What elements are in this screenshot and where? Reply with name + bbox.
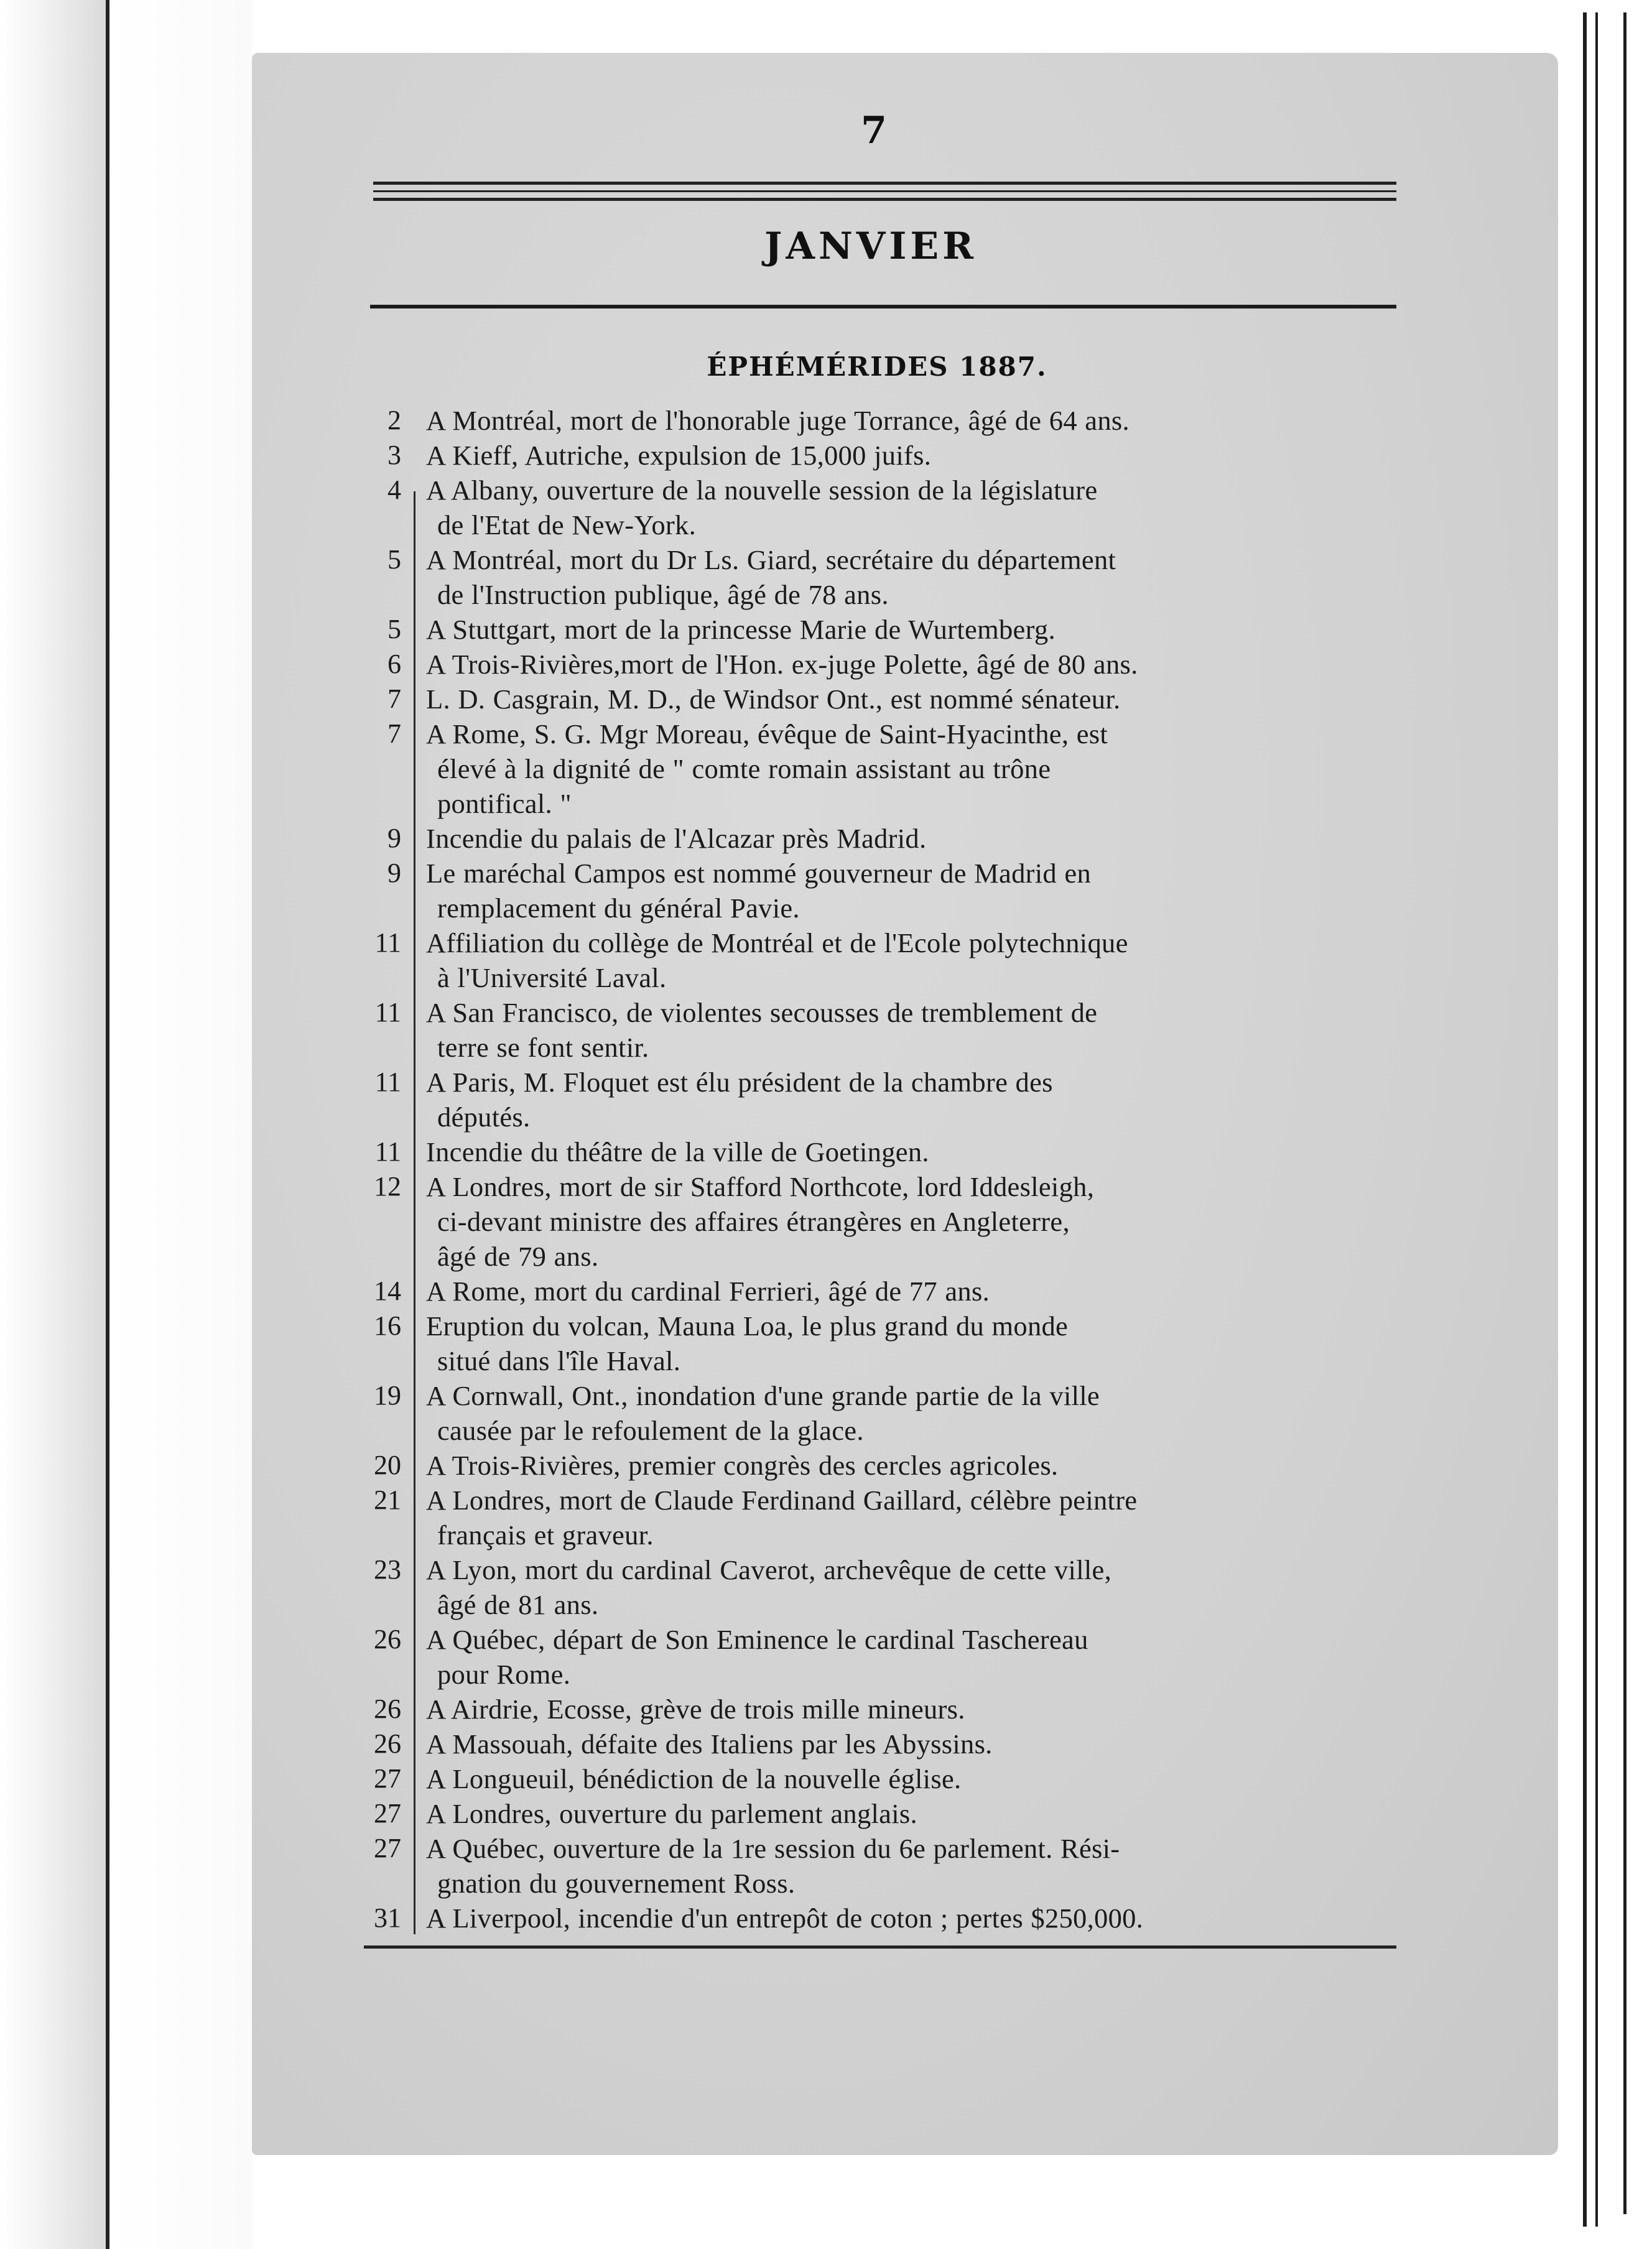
entry-day: 7 [387,718,401,749]
list-item [358,1796,1409,1831]
entry-day: 27 [374,1833,401,1863]
list-item [358,856,1409,925]
page-edge-line [1623,12,1626,2214]
entry-day: 2 [387,405,401,435]
entry-day: 6 [387,649,401,679]
page-edge-line [1595,12,1598,2227]
entry-day: 9 [387,858,401,888]
entry-line: A Longueuil, bénédiction de la nouvelle église. [426,1763,962,1794]
entry-line: A Trois-Rivières, premier congrès des cercles agricoles. [426,1450,1059,1481]
list-item [358,1831,1409,1901]
entry-day: 16 [374,1310,401,1341]
list-item [358,1309,1409,1378]
list-item [358,473,1409,542]
entry-text [426,473,1409,542]
title-rule [370,305,1396,308]
page-edge-line [1583,12,1587,2227]
list-item [358,647,1409,682]
entry-text [426,1901,1409,1936]
entry-text [426,1134,1409,1169]
entry-text [426,1727,1409,1761]
entry-line: gnation du gouvernement Ross. [437,1868,796,1899]
entry-line: A Albany, ouverture de la nouvelle session de la législature [426,475,1098,506]
page-number: 7 [861,109,887,152]
left-page-edge [0,0,109,2249]
entry-line: terre se font sentir. [437,1032,649,1063]
entry-day: 14 [374,1276,401,1306]
entry-text [426,1831,1409,1901]
entry-line: A Airdrie, Ecosse, grève de trois mille mineurs. [426,1694,965,1725]
month-title: JANVIER [764,225,977,268]
entry-text [426,438,1409,473]
list-item [358,612,1409,647]
entry-day: 26 [374,1728,401,1759]
list-item [358,1761,1409,1796]
entry-day: 5 [387,544,401,575]
list-item [358,821,1409,856]
entry-day: 11 [374,997,401,1027]
entry-text [426,647,1409,682]
entry-day: 11 [374,1136,401,1167]
entry-line: A Paris, M. Floquet est élu président de la chambre des [426,1067,1053,1098]
entry-text [426,995,1409,1065]
list-item [358,1552,1409,1622]
list-item [358,1274,1409,1309]
entry-line: de l'Instruction publique, âgé de 78 ans. [437,579,889,610]
entry-text [426,856,1409,925]
list-item [358,995,1409,1065]
entry-day: 27 [374,1763,401,1794]
entry-line: Incendie du théâtre de la ville de Goetingen. [426,1136,929,1167]
list-item [358,1622,1409,1692]
entry-line: situé dans l'île Haval. [437,1345,681,1376]
entry-day: 9 [387,823,401,853]
list-item [358,682,1409,716]
entry-line: pontifical. " [437,788,572,819]
entry-line: A Montréal, mort du Dr Ls. Giard, secrétaire du département [426,544,1116,575]
entry-day: 11 [374,927,401,958]
entry-line: pour Rome. [437,1659,571,1690]
section-title: ÉPHÉMÉRIDES 1887. [707,351,1047,382]
list-item [358,716,1409,821]
entry-text [426,1552,1409,1622]
ephemerides-list [358,403,1409,1936]
list-item [358,1378,1409,1448]
entry-day: 20 [374,1450,401,1480]
entry-line: âgé de 81 ans. [437,1589,599,1620]
entry-line: A San Francisco, de violentes secousses de tremblement de [426,997,1098,1028]
entry-line: Eruption du volcan, Mauna Loa, le plus grand du monde [426,1310,1069,1342]
entry-day: 19 [374,1380,401,1411]
entry-text [426,1169,1409,1274]
entry-day: 12 [374,1171,401,1202]
entry-text [426,1065,1409,1134]
entry-line: A Kieff, Autriche, expulsion de 15,000 juifs. [426,440,932,471]
entry-text [426,821,1409,856]
entry-text [426,1761,1409,1796]
entry-day: 5 [387,614,401,644]
entry-line: Le maréchal Campos est nommé gouverneur de Madrid en [426,858,1092,889]
list-item [358,1901,1409,1936]
list-item [358,1065,1409,1134]
entry-line: A Québec, ouverture de la 1re session du 6e parlement. Rési- [426,1833,1120,1864]
entry-line: A Québec, départ de Son Eminence le cardinal Taschereau [426,1624,1088,1655]
list-item [358,1727,1409,1761]
entry-line: A Londres, ouverture du parlement anglais. [426,1798,917,1829]
entry-line: français et graveur. [437,1519,654,1551]
list-item [358,1448,1409,1483]
entry-line: ci-devant ministre des affaires étrangères en Angleterre, [437,1206,1070,1237]
entry-text [426,682,1409,716]
entry-line: A Massouah, défaite des Italiens par les Abyssins. [426,1728,993,1760]
list-item [358,1692,1409,1727]
entry-line: A Rome, mort du cardinal Ferrieri, âgé de 77 ans. [426,1276,990,1307]
entry-day: 31 [374,1903,401,1933]
entry-line: L. D. Casgrain, M. D., de Windsor Ont., est nommé sénateur. [426,684,1121,715]
list-item [358,1134,1409,1169]
entry-line: Affiliation du collège de Montréal et de l'Ecole polytechnique [426,927,1128,958]
entry-line: A Cornwall, Ont., inondation d'une grande partie de la ville [426,1380,1100,1411]
entry-text [426,716,1409,821]
entry-day: 3 [387,440,401,470]
entry-text [426,1692,1409,1727]
header-rule [373,198,1396,201]
entry-text [426,1378,1409,1448]
list-item [358,403,1409,438]
entry-day: 4 [387,475,401,505]
entry-line: remplacement du général Pavie. [437,893,800,924]
entry-line: A Montréal, mort de l'honorable juge Torrance, âgé de 64 ans. [426,405,1130,436]
entry-text [426,1483,1409,1552]
entry-day: 11 [374,1067,401,1097]
entry-line: A Londres, mort de sir Stafford Northcote, lord Iddesleigh, [426,1171,1095,1202]
entry-text [426,1274,1409,1309]
entry-text [426,1309,1409,1378]
entry-day: 26 [374,1694,401,1724]
entry-line: A Liverpool, incendie d'un entrepôt de coton ; pertes $250,000. [426,1903,1144,1934]
entry-line: A Lyon, mort du cardinal Caverot, archevêque de cette ville, [426,1554,1112,1585]
entry-line: âgé de 79 ans. [437,1241,599,1272]
header-rule [373,182,1396,185]
list-item [358,1169,1409,1274]
entry-day: 21 [374,1485,401,1515]
list-item [358,438,1409,473]
entry-text [426,403,1409,438]
entry-text [426,542,1409,612]
entry-day: 26 [374,1624,401,1654]
entry-text [426,1448,1409,1483]
entry-line: A Rome, S. G. Mgr Moreau, évêque de Saint-Hyacinthe, est [426,718,1108,749]
list-item [358,1483,1409,1552]
list-item [358,925,1409,995]
entry-line: Incendie du palais de l'Alcazar près Madrid. [426,823,927,854]
list-item [358,542,1409,612]
entry-text [426,925,1409,995]
entry-text [426,1796,1409,1831]
entry-line: députés. [437,1101,531,1133]
entry-line: à l'Université Laval. [437,962,667,993]
entry-text [426,1622,1409,1692]
page-gutter [109,0,253,2249]
entry-day: 23 [374,1554,401,1585]
entry-day: 27 [374,1798,401,1829]
entry-line: A Stuttgart, mort de la princesse Marie de Wurtemberg. [426,614,1056,645]
entry-line: causée par le refoulement de la glace. [437,1415,864,1446]
entry-line: A Trois-Rivières,mort de l'Hon. ex-juge Polette, âgé de 80 ans. [426,649,1138,680]
entry-day: 7 [387,684,401,714]
bottom-rule [364,1945,1396,1949]
entry-line: élevé à la dignité de " comte romain assistant au trône [437,753,1051,784]
entry-line: de l'Etat de New-York. [437,509,696,540]
header-rule [373,190,1396,192]
entry-line: A Londres, mort de Claude Ferdinand Gaillard, célèbre peintre [426,1485,1138,1516]
entry-text [426,612,1409,647]
